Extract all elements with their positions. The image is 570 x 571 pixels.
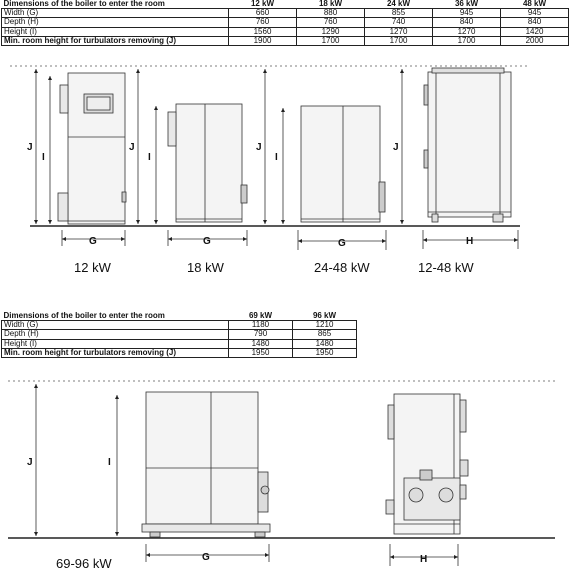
cell: 1560 [229, 27, 297, 36]
cell: 1210 [293, 321, 357, 330]
label-i: I [42, 152, 45, 163]
cell: 1480 [293, 339, 357, 348]
boiler-24-48kw-drawing [301, 106, 385, 222]
row-label: Height (I) [2, 339, 229, 348]
label-j: J [256, 142, 262, 153]
cell: 945 [501, 9, 569, 18]
boiler-69-96kw-front-drawing [142, 392, 270, 537]
label-g: G [338, 238, 346, 249]
label-j: J [27, 142, 33, 153]
table-title: Dimensions of the boiler to enter the room [2, 312, 229, 321]
col-header: 69 kW [229, 312, 293, 321]
cell: 660 [229, 9, 297, 18]
cell: 1900 [229, 36, 297, 45]
cell: 865 [293, 330, 357, 339]
cell: 1290 [297, 27, 365, 36]
row-label: Min. room height for turbulators removing (J) [2, 36, 229, 45]
row-label: Depth (H) [2, 18, 229, 27]
cell: 840 [501, 18, 569, 27]
col-header: 12 kW [229, 0, 297, 9]
label-i: I [275, 152, 278, 163]
label-j: J [393, 142, 399, 153]
cell: 945 [433, 9, 501, 18]
cell: 1700 [433, 36, 501, 45]
label-h: H [466, 236, 474, 247]
caption-18kw: 18 kW [187, 260, 224, 275]
label-h: H [420, 554, 428, 565]
cell: 2000 [501, 36, 569, 45]
cell: 740 [365, 18, 433, 27]
cell: 1480 [229, 339, 293, 348]
col-header: 96 kW [293, 312, 357, 321]
cell: 1180 [229, 321, 293, 330]
cell: 1950 [229, 348, 293, 357]
cell: 760 [297, 18, 365, 27]
label-j: J [129, 142, 135, 153]
caption-12-48kw: 12-48 kW [418, 260, 474, 275]
label-g: G [202, 552, 210, 563]
caption-12kw: 12 kW [74, 260, 111, 275]
col-header: 36 kW [433, 0, 501, 9]
cell: 1270 [433, 27, 501, 36]
boiler-18kw-drawing [168, 104, 247, 222]
label-i: I [148, 152, 151, 163]
cell: 880 [297, 9, 365, 18]
cell: 760 [229, 18, 297, 27]
cell: 1700 [297, 36, 365, 45]
col-header: 18 kW [297, 0, 365, 9]
row-label: Height (I) [2, 27, 229, 36]
caption-69-96kw: 69-96 kW [56, 556, 112, 571]
caption-24-48kw: 24-48 kW [314, 260, 370, 275]
cell: 1270 [365, 27, 433, 36]
col-header: 24 kW [365, 0, 433, 9]
boiler-69-96kw-side-drawing [386, 394, 468, 534]
row-label: Depth (H) [2, 330, 229, 339]
label-i: I [108, 457, 111, 468]
label-j: J [27, 457, 33, 468]
cell: 1950 [293, 348, 357, 357]
label-g: G [89, 236, 97, 247]
boiler-12kw-drawing [58, 73, 126, 224]
row-label: Width (G) [2, 9, 229, 18]
cell: 840 [433, 18, 501, 27]
boiler-side-12-48kw-drawing [424, 68, 511, 222]
row-label: Min. room height for turbulators removing (J) [2, 348, 229, 357]
label-g: G [203, 236, 211, 247]
cell: 1420 [501, 27, 569, 36]
cell: 1700 [365, 36, 433, 45]
col-header: 48 kW [501, 0, 569, 9]
table-title: Dimensions of the boiler to enter the room [2, 0, 229, 9]
row-label: Width (G) [2, 321, 229, 330]
cell: 855 [365, 9, 433, 18]
cell: 790 [229, 330, 293, 339]
